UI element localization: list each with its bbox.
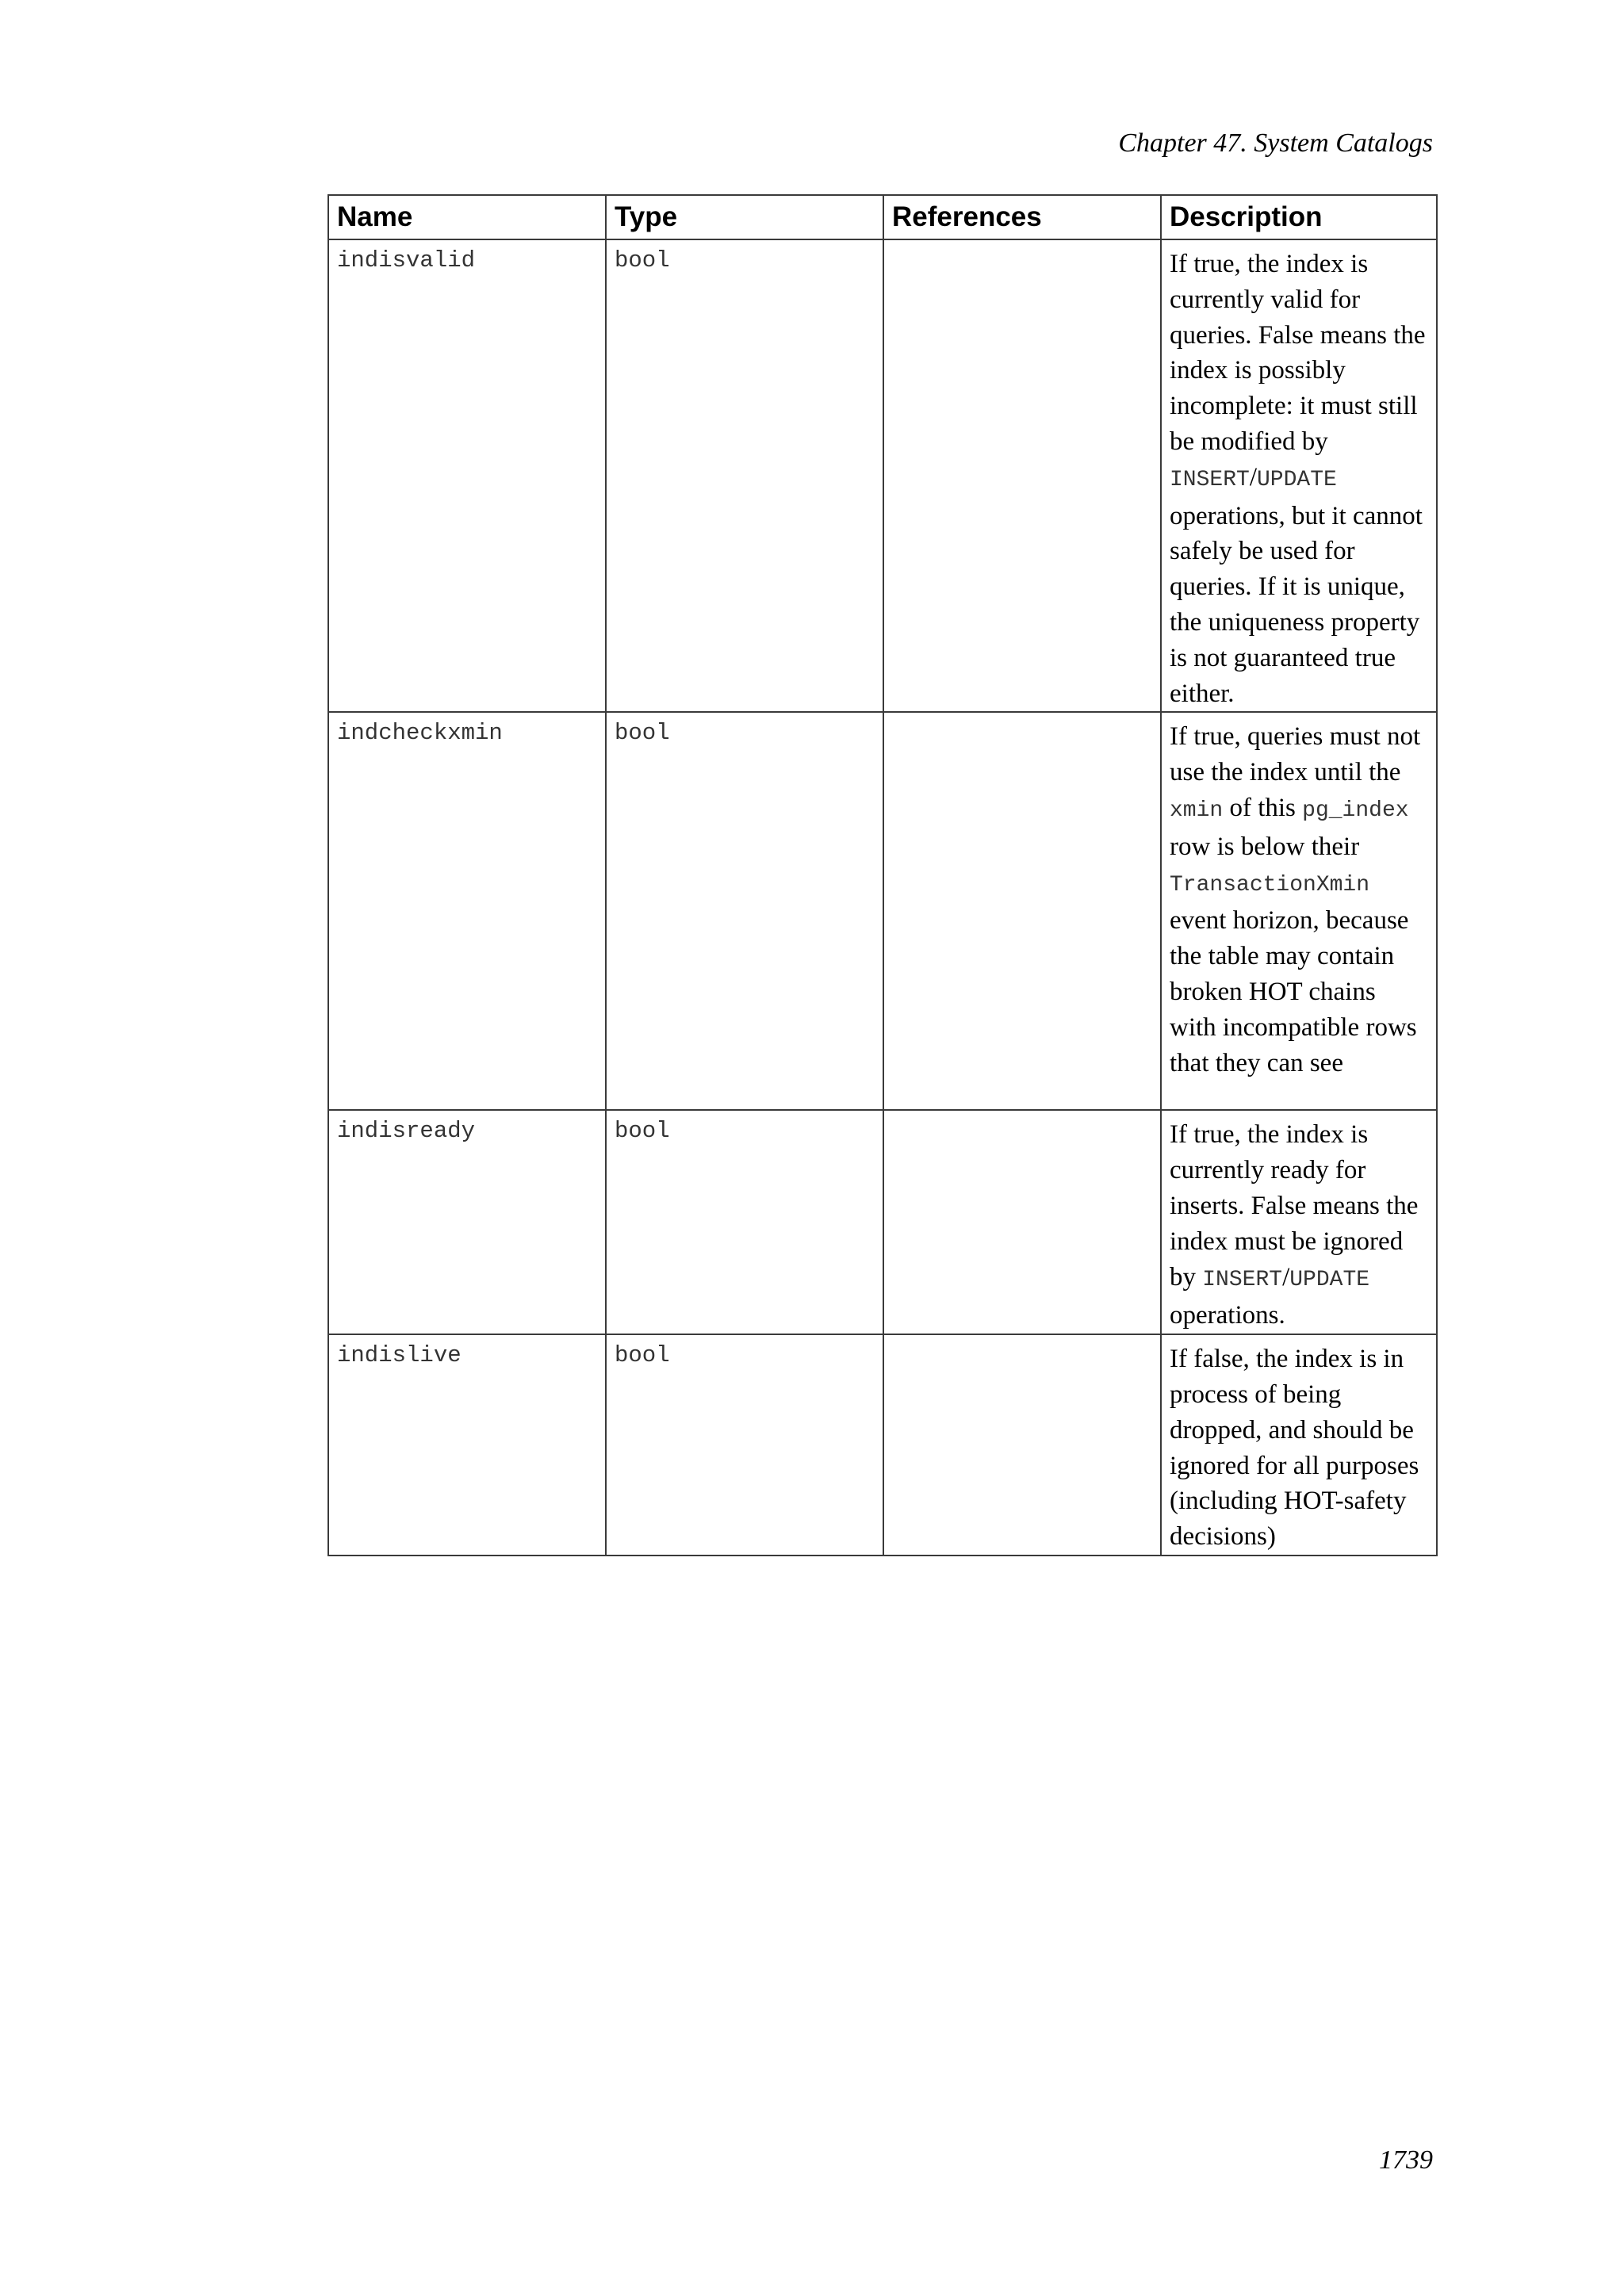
column-description-cell bbox=[1161, 239, 1437, 712]
column-references-cell bbox=[883, 239, 1161, 712]
column-header-description: Description bbox=[1161, 195, 1437, 239]
description-code: UPDATE bbox=[1257, 467, 1337, 492]
page-number: 1739 bbox=[1379, 2145, 1433, 2175]
description-text: of this bbox=[1223, 793, 1303, 822]
column-references-cell bbox=[883, 712, 1161, 1110]
column-description-cell bbox=[1161, 1334, 1437, 1556]
column-name-cell: indcheckxmin bbox=[328, 712, 606, 1110]
description-code: INSERT bbox=[1202, 1267, 1283, 1292]
description-text: If true, the index is currently ready for inserts. False means the index must be ignored by bbox=[1170, 1120, 1419, 1292]
column-description-cell bbox=[1161, 1110, 1437, 1334]
pg-index-columns-table bbox=[327, 194, 1438, 1556]
column-references-cell bbox=[883, 1110, 1161, 1334]
description-text: If false, the index is in process of being dropped, and should be ignored for all purposes (including HOT-safety decisions) bbox=[1170, 1345, 1419, 1552]
column-name-cell: indisvalid bbox=[328, 239, 606, 712]
description-text: / bbox=[1249, 462, 1257, 492]
description-text: If true, queries must not use the index until the bbox=[1170, 722, 1421, 787]
column-type-cell: bool bbox=[606, 712, 883, 1110]
description-text: row is below their bbox=[1170, 832, 1360, 861]
description-text: / bbox=[1282, 1262, 1290, 1292]
column-header-references: References bbox=[883, 195, 1161, 239]
table-row bbox=[328, 1334, 1437, 1556]
description-code: TransactionXmin bbox=[1170, 872, 1370, 897]
column-header-type: Type bbox=[606, 195, 883, 239]
description-text: event horizon, because the table may contain broken HOT chains with incompatible rows that they can see bbox=[1170, 906, 1417, 1077]
description-code: pg_index bbox=[1302, 798, 1409, 823]
column-type-cell: bool bbox=[606, 1334, 883, 1556]
column-references-cell bbox=[883, 1334, 1161, 1556]
table-header-row bbox=[328, 195, 1437, 239]
column-type-cell: bool bbox=[606, 239, 883, 712]
description-text: operations. bbox=[1170, 1301, 1285, 1330]
column-header-name: Name bbox=[328, 195, 606, 239]
description-text: operations, but it cannot safely be used for queries. If it is unique, the uniqueness property is not guaranteed true either. bbox=[1170, 501, 1423, 708]
table-row bbox=[328, 712, 1437, 1110]
column-name-cell: indisready bbox=[328, 1110, 606, 1334]
column-description-cell bbox=[1161, 712, 1437, 1110]
description-text: If true, the index is currently valid for queries. False means the index is possibly incomplete: it must still be modified by bbox=[1170, 250, 1426, 456]
column-name-cell: indislive bbox=[328, 1334, 606, 1556]
description-code: UPDATE bbox=[1289, 1267, 1370, 1292]
column-type-cell: bool bbox=[606, 1110, 883, 1334]
description-code: xmin bbox=[1170, 798, 1224, 823]
description-code: INSERT bbox=[1170, 467, 1250, 492]
table-row bbox=[328, 1110, 1437, 1334]
running-header: Chapter 47. System Catalogs bbox=[1118, 128, 1433, 158]
table-row bbox=[328, 239, 1437, 712]
